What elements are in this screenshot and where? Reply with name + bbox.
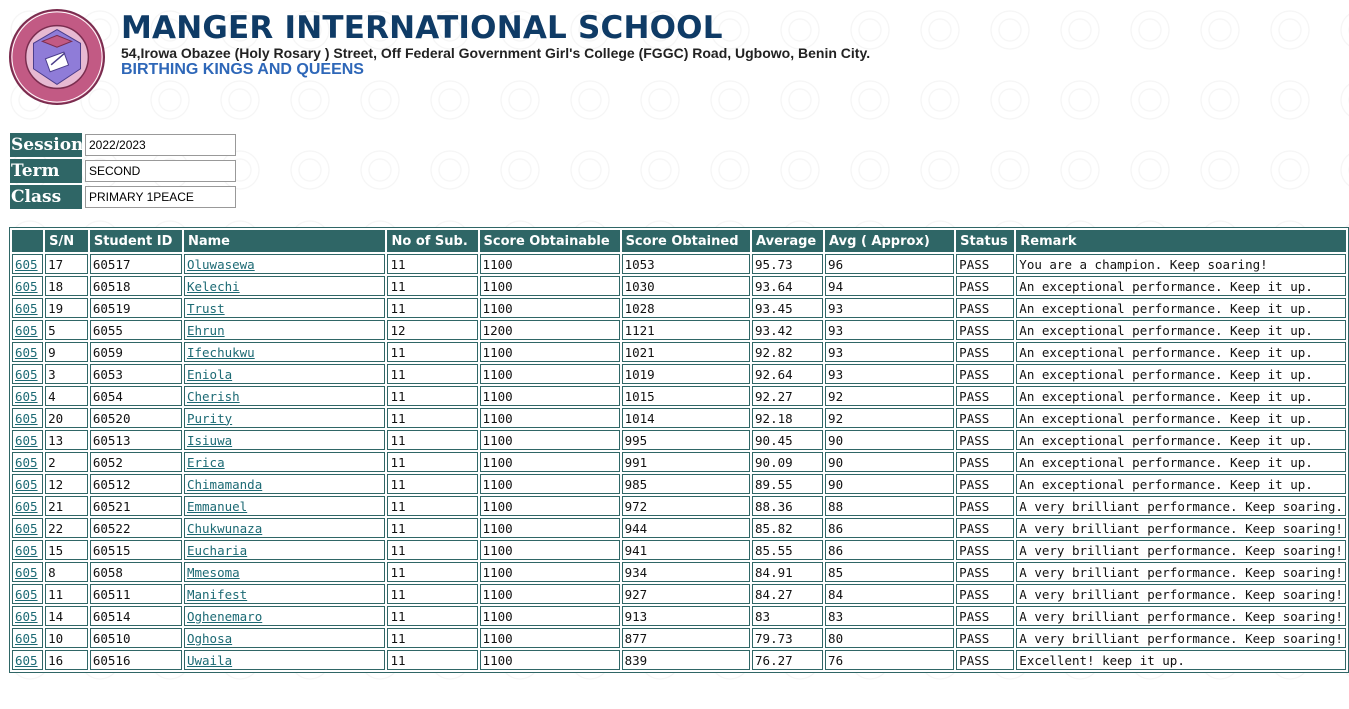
cell-name[interactable]: Eniola	[186, 366, 233, 382]
cell-remark-cell: An exceptional performance. Keep it up.	[1016, 342, 1346, 362]
session-info	[10, 132, 236, 210]
table-row	[12, 298, 1346, 318]
table-row	[12, 606, 1346, 626]
col-header-name: Name	[184, 230, 386, 252]
cell-score-obtained-cell: 991	[622, 452, 750, 472]
cell-sn-cell: 10	[45, 628, 88, 648]
cell-score-obtained-cell: 995	[622, 430, 750, 450]
cell-average-cell: 84.91	[752, 562, 823, 582]
term-row	[10, 158, 236, 184]
cell-status-cell: PASS	[956, 496, 1014, 516]
row-link[interactable]: 605	[15, 520, 38, 536]
cell-student-id-cell: 6053	[90, 364, 182, 384]
cell-no-of-sub-cell: 11	[387, 628, 477, 648]
cell-score-obtainable-cell: 1100	[480, 276, 620, 296]
cell-score-obtained-cell: 1121	[622, 320, 750, 340]
cell-average-cell: 76.27	[752, 650, 823, 670]
cell-student-id-cell: 6055	[90, 320, 182, 340]
cell-score-obtained-cell: 1014	[622, 408, 750, 428]
cell-status-cell: PASS	[956, 276, 1014, 296]
table-row	[12, 518, 1346, 538]
cell-sn-cell: 5	[45, 320, 88, 340]
cell-status-cell: PASS	[956, 364, 1014, 384]
row-link-cell	[12, 650, 43, 670]
cell-status-cell: PASS	[956, 650, 1014, 670]
cell-average-cell: 89.55	[752, 474, 823, 494]
cell-avg-approx-cell: 86	[825, 540, 954, 560]
cell-avg-approx-cell: 90	[825, 474, 954, 494]
cell-name[interactable]: Ifechukwu	[186, 344, 255, 360]
term-field[interactable]: SECOND	[85, 160, 236, 182]
cell-no-of-sub-cell: 11	[387, 342, 477, 362]
cell-status-cell: PASS	[956, 408, 1014, 428]
cell-status-cell: PASS	[956, 562, 1014, 582]
cell-name[interactable]: Isiuwa	[186, 432, 233, 448]
cell-score-obtained-cell: 1030	[622, 276, 750, 296]
table-row	[12, 364, 1346, 384]
session-label: Session	[11, 135, 84, 155]
col-header-no-of-sub: No of Sub.	[387, 230, 477, 252]
cell-student-id-cell: 60522	[90, 518, 182, 538]
cell-remark-cell: A very brilliant performance. Keep soaring!	[1016, 606, 1346, 626]
cell-avg-approx-cell: 93	[825, 320, 954, 340]
row-link-cell	[12, 254, 43, 274]
cell-score-obtainable-cell: 1100	[480, 254, 620, 274]
cell-name-cell	[184, 342, 386, 362]
cell-sn-cell: 3	[45, 364, 88, 384]
cell-score-obtained-cell: 941	[622, 540, 750, 560]
cell-sn-cell: 11	[45, 584, 88, 604]
cell-name[interactable]: Trust	[186, 300, 225, 316]
cell-no-of-sub-cell: 11	[387, 650, 477, 670]
cell-avg-approx-cell: 93	[825, 298, 954, 318]
col-header-link	[12, 230, 43, 252]
cell-no-of-sub-cell: 11	[387, 474, 477, 494]
cell-no-of-sub-cell: 11	[387, 364, 477, 384]
row-link-cell	[12, 628, 43, 648]
cell-average-cell: 92.27	[752, 386, 823, 406]
cell-name[interactable]: Mmesoma	[186, 564, 240, 580]
cell-remark-cell: A very brilliant performance. Keep soaring!	[1016, 584, 1346, 604]
cell-score-obtainable-cell: 1100	[480, 364, 620, 384]
cell-student-id-cell: 6054	[90, 386, 182, 406]
cell-name-cell	[184, 452, 386, 472]
row-link-cell	[12, 452, 43, 472]
row-link[interactable]: 605	[15, 256, 38, 272]
cell-name-cell	[184, 364, 386, 384]
cell-score-obtained-cell: 972	[622, 496, 750, 516]
cell-name[interactable]: Cherish	[186, 388, 240, 404]
row-link[interactable]: 605	[15, 498, 38, 514]
cell-name-cell	[184, 628, 386, 648]
table-row	[12, 386, 1346, 406]
cell-student-id-cell: 60517	[90, 254, 182, 274]
cell-average-cell: 92.64	[752, 364, 823, 384]
cell-name-cell	[184, 496, 386, 516]
cell-remark-cell: An exceptional performance. Keep it up.	[1016, 298, 1346, 318]
table-row	[12, 254, 1346, 274]
cell-remark-cell: A very brilliant performance. Keep soaring!	[1016, 628, 1346, 648]
cell-avg-approx-cell: 90	[825, 430, 954, 450]
row-link[interactable]: 605	[15, 278, 38, 294]
cell-score-obtainable-cell: 1100	[480, 474, 620, 494]
cell-name[interactable]: Ehrun	[186, 322, 225, 338]
cell-remark-cell: A very brilliant performance. Keep soaring!	[1016, 540, 1346, 560]
cell-no-of-sub-cell: 12	[387, 320, 477, 340]
cell-name[interactable]: Manifest	[186, 586, 248, 602]
cell-average-cell: 79.73	[752, 628, 823, 648]
cell-average-cell: 85.55	[752, 540, 823, 560]
row-link[interactable]: 605	[15, 410, 38, 426]
row-link[interactable]: 605	[15, 432, 38, 448]
cell-sn-cell: 12	[45, 474, 88, 494]
cell-student-id-cell: 60518	[90, 276, 182, 296]
row-link-cell	[12, 386, 43, 406]
cell-no-of-sub-cell: 11	[387, 386, 477, 406]
cell-average-cell: 93.45	[752, 298, 823, 318]
cell-status-cell: PASS	[956, 386, 1014, 406]
cell-avg-approx-cell: 84	[825, 584, 954, 604]
class-field[interactable]: PRIMARY 1PEACE	[85, 186, 236, 208]
table-row	[12, 474, 1346, 494]
row-link[interactable]: 605	[15, 652, 38, 668]
row-link[interactable]: 605	[15, 366, 38, 382]
cell-score-obtained-cell: 1021	[622, 342, 750, 362]
cell-status-cell: PASS	[956, 518, 1014, 538]
cell-remark-cell: An exceptional performance. Keep it up.	[1016, 408, 1346, 428]
cell-sn-cell: 14	[45, 606, 88, 626]
cell-score-obtainable-cell: 1100	[480, 562, 620, 582]
cell-score-obtained-cell: 877	[622, 628, 750, 648]
session-row	[10, 132, 236, 158]
cell-name[interactable]: Oluwasewa	[186, 256, 255, 272]
cell-score-obtainable-cell: 1100	[480, 496, 620, 516]
cell-sn-cell: 4	[45, 386, 88, 406]
col-header-student-id: Student ID	[90, 230, 182, 252]
cell-student-id-cell: 60520	[90, 408, 182, 428]
cell-name-cell	[184, 298, 386, 318]
cell-status-cell: PASS	[956, 540, 1014, 560]
cell-name-cell	[184, 408, 386, 428]
cell-student-id-cell: 60512	[90, 474, 182, 494]
cell-remark-cell: An exceptional performance. Keep it up.	[1016, 474, 1346, 494]
cell-student-id-cell: 6059	[90, 342, 182, 362]
school-address: 54,Irowa Obazee (Holy Rosary ) Street, Off Federal Government Girl's College (FGGC) Road, Ugbowo, Benin City.	[121, 45, 871, 61]
row-link-cell	[12, 584, 43, 604]
cell-status-cell: PASS	[956, 606, 1014, 626]
row-link[interactable]: 605	[15, 300, 38, 316]
row-link[interactable]: 605	[15, 564, 38, 580]
cell-no-of-sub-cell: 11	[387, 606, 477, 626]
table-row	[12, 408, 1346, 428]
cell-average-cell: 84.27	[752, 584, 823, 604]
cell-score-obtainable-cell: 1100	[480, 540, 620, 560]
cell-student-id-cell: 6058	[90, 562, 182, 582]
row-link[interactable]: 605	[15, 454, 38, 470]
cell-average-cell: 92.18	[752, 408, 823, 428]
cell-remark-cell: An exceptional performance. Keep it up.	[1016, 452, 1346, 472]
table-row	[12, 650, 1346, 670]
cell-no-of-sub-cell: 11	[387, 562, 477, 582]
cell-remark-cell: An exceptional performance. Keep it up.	[1016, 364, 1346, 384]
cell-avg-approx-cell: 88	[825, 496, 954, 516]
cell-avg-approx-cell: 85	[825, 562, 954, 582]
row-link-cell	[12, 606, 43, 626]
row-link-cell	[12, 276, 43, 296]
cell-no-of-sub-cell: 11	[387, 298, 477, 318]
cell-score-obtainable-cell: 1100	[480, 584, 620, 604]
cell-name-cell	[184, 320, 386, 340]
cell-name-cell	[184, 474, 386, 494]
cell-avg-approx-cell: 93	[825, 342, 954, 362]
results-table	[9, 227, 1349, 673]
row-link[interactable]: 605	[15, 344, 38, 360]
term-label: Term	[10, 159, 82, 183]
row-link[interactable]: 605	[15, 630, 38, 646]
cell-student-id-cell: 60521	[90, 496, 182, 516]
cell-name-cell	[184, 584, 386, 604]
cell-score-obtained-cell: 1015	[622, 386, 750, 406]
table-row	[12, 320, 1346, 340]
school-name: MANGER INTERNATIONAL SCHOOL	[121, 10, 723, 46]
cell-name[interactable]: Emmanuel	[186, 498, 248, 514]
cell-name-cell	[184, 562, 386, 582]
cell-score-obtained-cell: 934	[622, 562, 750, 582]
cell-name[interactable]: Erica	[186, 454, 225, 470]
row-link-cell	[12, 474, 43, 494]
cell-sn-cell: 15	[45, 540, 88, 560]
cell-name-cell	[184, 276, 386, 296]
cell-name-cell	[184, 254, 386, 274]
page-header	[0, 0, 1349, 110]
row-link-cell	[12, 298, 43, 318]
cell-score-obtainable-cell: 1100	[480, 650, 620, 670]
table-row	[12, 496, 1346, 516]
cell-score-obtainable-cell: 1100	[480, 606, 620, 626]
cell-status-cell: PASS	[956, 474, 1014, 494]
cell-average-cell: 90.09	[752, 452, 823, 472]
cell-remark-cell: An exceptional performance. Keep it up.	[1016, 386, 1346, 406]
row-link[interactable]: 605	[15, 542, 38, 558]
cell-remark-cell: A very brilliant performance. Keep soaring!	[1016, 518, 1346, 538]
cell-status-cell: PASS	[956, 320, 1014, 340]
table-row	[12, 584, 1346, 604]
cell-average-cell: 85.82	[752, 518, 823, 538]
cell-score-obtained-cell: 1053	[622, 254, 750, 274]
cell-status-cell: PASS	[956, 298, 1014, 318]
cell-student-id-cell: 60513	[90, 430, 182, 450]
cell-name-cell	[184, 518, 386, 538]
row-link-cell	[12, 408, 43, 428]
row-link[interactable]: 605	[15, 586, 38, 602]
cell-sn-cell: 8	[45, 562, 88, 582]
row-link-cell	[12, 342, 43, 362]
cell-avg-approx-cell: 96	[825, 254, 954, 274]
cell-score-obtainable-cell: 1100	[480, 430, 620, 450]
cell-score-obtained-cell: 985	[622, 474, 750, 494]
cell-name[interactable]: Uwaila	[186, 652, 233, 668]
row-link[interactable]: 605	[15, 476, 38, 492]
cell-student-id-cell: 60516	[90, 650, 182, 670]
col-header-sn: S/N	[45, 230, 88, 252]
cell-score-obtained-cell: 944	[622, 518, 750, 538]
cell-student-id-cell: 6052	[90, 452, 182, 472]
school-motto: BIRTHING KINGS AND QUEENS	[121, 61, 364, 78]
cell-sn-cell: 17	[45, 254, 88, 274]
cell-remark-cell: An exceptional performance. Keep it up.	[1016, 276, 1346, 296]
cell-status-cell: PASS	[956, 342, 1014, 362]
cell-sn-cell: 20	[45, 408, 88, 428]
row-link-cell	[12, 430, 43, 450]
cell-score-obtainable-cell: 1100	[480, 518, 620, 538]
cell-name[interactable]: Kelechi	[186, 278, 240, 294]
col-header-remark: Remark	[1016, 230, 1346, 252]
cell-average-cell: 93.42	[752, 320, 823, 340]
cell-score-obtained-cell: 913	[622, 606, 750, 626]
cell-score-obtained-cell: 1028	[622, 298, 750, 318]
cell-avg-approx-cell: 86	[825, 518, 954, 538]
row-link[interactable]: 605	[15, 388, 38, 404]
cell-remark-cell: You are a champion. Keep soaring!	[1016, 254, 1346, 274]
cell-avg-approx-cell: 94	[825, 276, 954, 296]
cell-score-obtainable-cell: 1100	[480, 408, 620, 428]
cell-score-obtained-cell: 1019	[622, 364, 750, 384]
cell-sn-cell: 13	[45, 430, 88, 450]
cell-remark-cell: An exceptional performance. Keep it up.	[1016, 320, 1346, 340]
cell-name-cell	[184, 606, 386, 626]
cell-name-cell	[184, 540, 386, 560]
cell-student-id-cell: 60514	[90, 606, 182, 626]
cell-no-of-sub-cell: 11	[387, 276, 477, 296]
cell-remark-cell: A very brilliant performance. Keep soaring!	[1016, 562, 1346, 582]
table-body	[12, 254, 1346, 670]
table-row	[12, 276, 1346, 296]
cell-score-obtainable-cell: 1100	[480, 452, 620, 472]
cell-name-cell	[184, 386, 386, 406]
cell-no-of-sub-cell: 11	[387, 496, 477, 516]
cell-status-cell: PASS	[956, 628, 1014, 648]
row-link[interactable]: 605	[15, 322, 38, 338]
cell-no-of-sub-cell: 11	[387, 518, 477, 538]
cell-sn-cell: 19	[45, 298, 88, 318]
cell-remark-cell: A very brilliant performance. Keep soaring.	[1016, 496, 1346, 516]
row-link[interactable]: 605	[15, 608, 38, 624]
table-header-row	[12, 230, 1346, 252]
cell-name[interactable]: Chimamanda	[186, 476, 263, 492]
cell-average-cell: 83	[752, 606, 823, 626]
table-row	[12, 540, 1346, 560]
table-row	[12, 562, 1346, 582]
cell-average-cell: 88.36	[752, 496, 823, 516]
cell-status-cell: PASS	[956, 452, 1014, 472]
cell-no-of-sub-cell: 11	[387, 584, 477, 604]
cell-avg-approx-cell: 90	[825, 452, 954, 472]
cell-name-cell	[184, 430, 386, 450]
cell-no-of-sub-cell: 11	[387, 540, 477, 560]
cell-sn-cell: 21	[45, 496, 88, 516]
cell-sn-cell: 2	[45, 452, 88, 472]
cell-avg-approx-cell: 92	[825, 408, 954, 428]
class-label: Class	[10, 185, 82, 209]
cell-no-of-sub-cell: 11	[387, 408, 477, 428]
row-link-cell	[12, 364, 43, 384]
cell-avg-approx-cell: 83	[825, 606, 954, 626]
cell-avg-approx-cell: 92	[825, 386, 954, 406]
cell-average-cell: 95.73	[752, 254, 823, 274]
cell-sn-cell: 22	[45, 518, 88, 538]
row-link-cell	[12, 496, 43, 516]
cell-remark-cell: An exceptional performance. Keep it up.	[1016, 430, 1346, 450]
cell-no-of-sub-cell: 11	[387, 430, 477, 450]
cell-sn-cell: 16	[45, 650, 88, 670]
cell-status-cell: PASS	[956, 254, 1014, 274]
cell-name[interactable]: Oghosa	[186, 630, 233, 646]
table-row	[12, 342, 1346, 362]
cell-score-obtainable-cell: 1100	[480, 298, 620, 318]
col-header-avg-approx: Avg ( Approx)	[825, 230, 954, 252]
cell-name[interactable]: Eucharia	[186, 542, 248, 558]
cell-avg-approx-cell: 76	[825, 650, 954, 670]
class-row	[10, 184, 236, 210]
col-header-score-obtained: Score Obtained	[622, 230, 750, 252]
cell-name-cell	[184, 650, 386, 670]
cell-avg-approx-cell: 93	[825, 364, 954, 384]
cell-average-cell: 90.45	[752, 430, 823, 450]
cell-student-id-cell: 60515	[90, 540, 182, 560]
cell-sn-cell: 9	[45, 342, 88, 362]
cell-name[interactable]: Chukwunaza	[186, 520, 263, 536]
row-link-cell	[12, 562, 43, 582]
cell-score-obtained-cell: 839	[622, 650, 750, 670]
col-header-status: Status	[956, 230, 1014, 252]
table-row	[12, 628, 1346, 648]
cell-score-obtained-cell: 927	[622, 584, 750, 604]
cell-name[interactable]: Purity	[186, 410, 233, 426]
cell-no-of-sub-cell: 11	[387, 254, 477, 274]
cell-average-cell: 93.64	[752, 276, 823, 296]
cell-score-obtainable-cell: 1200	[480, 320, 620, 340]
cell-average-cell: 92.82	[752, 342, 823, 362]
table-row	[12, 452, 1346, 472]
cell-score-obtainable-cell: 1100	[480, 342, 620, 362]
school-logo	[8, 8, 106, 106]
cell-status-cell: PASS	[956, 430, 1014, 450]
cell-score-obtainable-cell: 1100	[480, 628, 620, 648]
cell-avg-approx-cell: 80	[825, 628, 954, 648]
cell-no-of-sub-cell: 11	[387, 452, 477, 472]
col-header-score-obtainable: Score Obtainable	[480, 230, 620, 252]
row-link-cell	[12, 320, 43, 340]
col-header-average: Average	[752, 230, 823, 252]
row-link-cell	[12, 540, 43, 560]
cell-student-id-cell: 60511	[90, 584, 182, 604]
cell-sn-cell: 18	[45, 276, 88, 296]
cell-score-obtainable-cell: 1100	[480, 386, 620, 406]
row-link-cell	[12, 518, 43, 538]
cell-student-id-cell: 60510	[90, 628, 182, 648]
session-field[interactable]: 2022/2023	[85, 134, 236, 156]
cell-status-cell: PASS	[956, 584, 1014, 604]
table-row	[12, 430, 1346, 450]
cell-name[interactable]: Oghenemaro	[186, 608, 263, 624]
cell-remark-cell: Excellent! keep it up.	[1016, 650, 1346, 670]
cell-student-id-cell: 60519	[90, 298, 182, 318]
